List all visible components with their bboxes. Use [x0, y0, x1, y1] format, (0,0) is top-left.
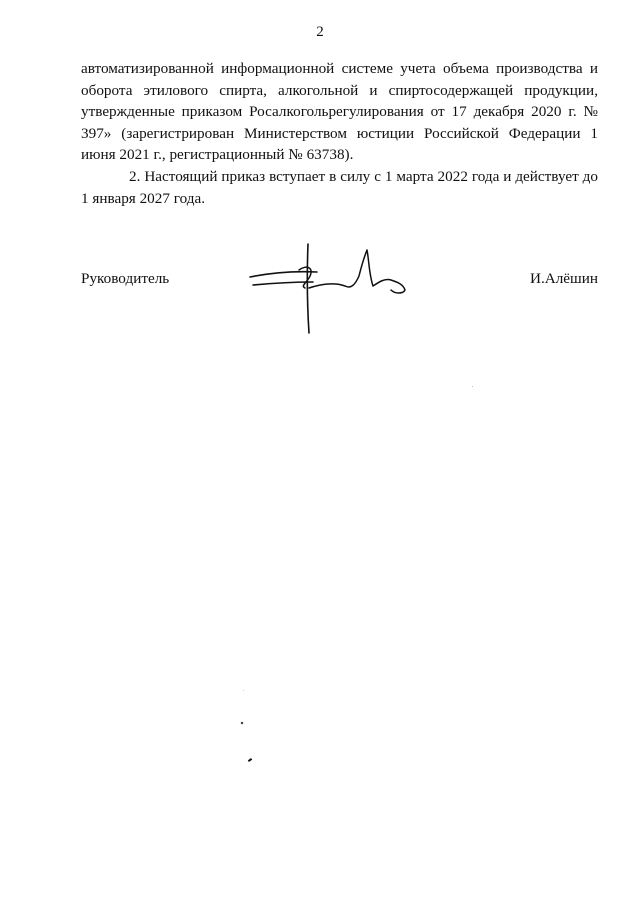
page-number: 2	[316, 24, 324, 40]
paragraph-1: автоматизированной информационной системе учета объема производства и оборота этилового спирта, алкогольной и спиртосодержащей продукции, утвержденные приказом Росалкогольрегулирования от 17 декабря 2020 г. № 397» (зарегистрирован Министерством юстиции Российской Федерации 1 июня 2021 г., регистрационный № 63738).	[81, 60, 598, 164]
signatory-name: И.Алёшин	[529, 270, 598, 287]
scan-speck	[472, 386, 473, 387]
signatory-title: Руководитель	[81, 270, 170, 287]
handwritten-signature	[245, 240, 420, 340]
document-body	[81, 58, 598, 209]
scan-speck	[248, 758, 252, 762]
paragraph-2: 2. Настоящий приказ вступает в силу с 1 марта 2022 года и действует до 1 января 2027 года.	[81, 167, 598, 207]
scan-speck	[241, 722, 244, 725]
scan-speck	[243, 690, 244, 691]
